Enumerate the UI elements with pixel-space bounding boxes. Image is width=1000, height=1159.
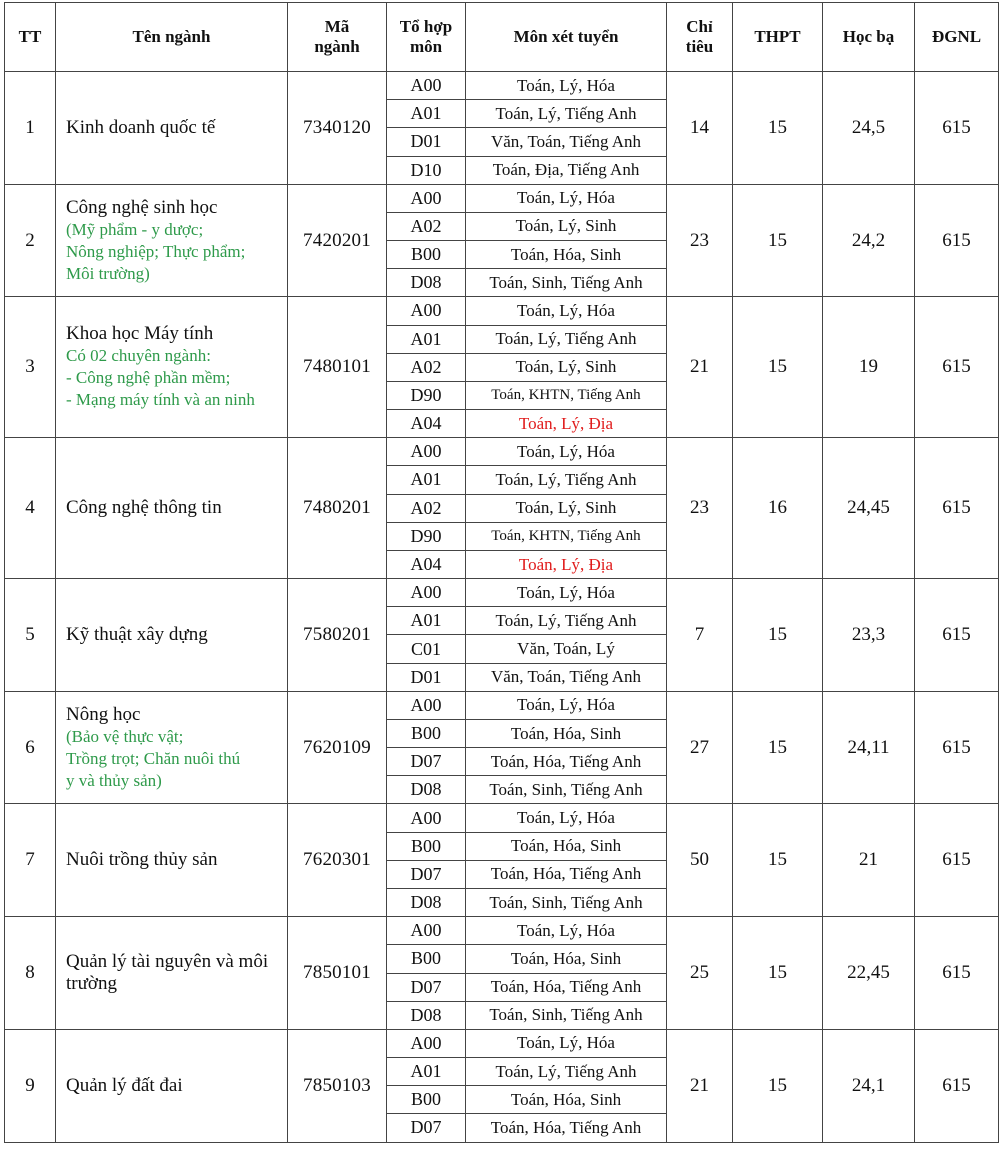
major-name: Quản lý tài nguyên và môi trường — [66, 951, 269, 994]
major-name-cell — [56, 72, 288, 185]
combo-subjects: Toán, Hóa, Sinh — [466, 945, 667, 973]
combo-subjects: Toán, Lý, Tiếng Anh — [466, 100, 667, 128]
header-thpt: THPT — [733, 3, 823, 72]
combo-subjects: Toán, KHTN, Tiếng Anh — [466, 381, 667, 409]
major-name: Kỹ thuật xây dựng — [66, 623, 208, 645]
table-row — [5, 1029, 999, 1057]
header-mon: Môn xét tuyển — [466, 3, 667, 72]
major-name-cell — [56, 804, 288, 917]
score-hocba: 24,2 — [823, 184, 915, 297]
major-note: y và thủy sản) — [66, 770, 162, 790]
header-hocba: Học bạ — [823, 3, 915, 72]
quota: 23 — [667, 184, 733, 297]
major-code: 7420201 — [288, 184, 387, 297]
major-name: Khoa học Máy tính — [66, 323, 214, 345]
score-dgnl: 615 — [915, 438, 999, 579]
score-hocba: 24,5 — [823, 72, 915, 185]
major-name: Kinh doanh quốc tế — [66, 116, 216, 138]
score-hocba: 24,45 — [823, 438, 915, 579]
combo-subjects: Toán, Lý, Hóa — [466, 804, 667, 832]
row-index: 5 — [5, 579, 56, 692]
major-code: 7850103 — [288, 1029, 387, 1142]
combo-subjects: Toán, Lý, Hóa — [466, 438, 667, 466]
table-body — [5, 72, 999, 1143]
header-dgnl: ĐGNL — [915, 3, 999, 72]
major-note: Trồng trọt; Chăn nuôi thú — [66, 748, 241, 768]
major-note: (Mỹ phẩm - y dược; — [66, 219, 204, 239]
combo-code: A01 — [387, 1058, 466, 1086]
score-dgnl: 615 — [915, 184, 999, 297]
combo-code: A01 — [387, 325, 466, 353]
combo-code: C01 — [387, 635, 466, 663]
combo-subjects: Toán, Lý, Tiếng Anh — [466, 325, 667, 353]
combo-subjects: Toán, Lý, Sinh — [466, 212, 667, 240]
combo-code: D08 — [387, 776, 466, 804]
score-hocba: 21 — [823, 804, 915, 917]
table-row — [5, 184, 999, 212]
major-name-cell — [56, 297, 288, 438]
combo-code: D08 — [387, 888, 466, 916]
combo-subjects: Toán, Lý, Hóa — [466, 917, 667, 945]
major-code: 7340120 — [288, 72, 387, 185]
score-thpt: 15 — [733, 691, 823, 804]
header-chitieu: Chỉ tiêu — [667, 3, 733, 72]
combo-code: A01 — [387, 466, 466, 494]
combo-subjects: Toán, Hóa, Sinh — [466, 1086, 667, 1114]
score-thpt: 15 — [733, 184, 823, 297]
score-hocba: 19 — [823, 297, 915, 438]
combo-code: A00 — [387, 297, 466, 325]
major-name: Quản lý đất đai — [66, 1074, 183, 1096]
combo-code: D90 — [387, 522, 466, 550]
quota: 14 — [667, 72, 733, 185]
score-thpt: 15 — [733, 72, 823, 185]
combo-code: A00 — [387, 438, 466, 466]
combo-subjects: Văn, Toán, Tiếng Anh — [466, 663, 667, 691]
combo-code: D08 — [387, 1001, 466, 1029]
score-dgnl: 615 — [915, 917, 999, 1030]
combo-code: A00 — [387, 1029, 466, 1057]
combo-code: A04 — [387, 410, 466, 438]
combo-code: D07 — [387, 748, 466, 776]
major-note: Nông nghiệp; Thực phẩm; — [66, 241, 246, 261]
score-dgnl: 615 — [915, 579, 999, 692]
combo-subjects: Toán, Sinh, Tiếng Anh — [466, 1001, 667, 1029]
combo-code: A02 — [387, 494, 466, 522]
row-index: 3 — [5, 297, 56, 438]
major-name-cell — [56, 184, 288, 297]
combo-code: B00 — [387, 241, 466, 269]
quota: 7 — [667, 579, 733, 692]
major-code: 7620109 — [288, 691, 387, 804]
combo-code: A02 — [387, 212, 466, 240]
combo-subjects: Toán, Lý, Địa — [466, 410, 667, 438]
score-dgnl: 615 — [915, 1029, 999, 1142]
row-index: 7 — [5, 804, 56, 917]
table-row — [5, 579, 999, 607]
combo-code: D01 — [387, 663, 466, 691]
combo-subjects: Toán, Địa, Tiếng Anh — [466, 156, 667, 184]
table-row — [5, 804, 999, 832]
header-row — [5, 3, 999, 72]
combo-code: D07 — [387, 973, 466, 1001]
quota: 21 — [667, 1029, 733, 1142]
combo-code: B00 — [387, 719, 466, 747]
header-tohop: Tổ hợp môn — [387, 3, 466, 72]
score-thpt: 15 — [733, 804, 823, 917]
quota: 50 — [667, 804, 733, 917]
major-name-cell — [56, 917, 288, 1030]
table-row — [5, 297, 999, 325]
quota: 25 — [667, 917, 733, 1030]
combo-subjects: Toán, Lý, Sinh — [466, 494, 667, 522]
score-thpt: 15 — [733, 297, 823, 438]
combo-subjects: Toán, Lý, Địa — [466, 550, 667, 578]
combo-subjects: Toán, Lý, Sinh — [466, 353, 667, 381]
combo-subjects: Toán, Lý, Hóa — [466, 691, 667, 719]
row-index: 2 — [5, 184, 56, 297]
combo-subjects: Văn, Toán, Lý — [466, 635, 667, 663]
combo-subjects: Toán, Lý, Tiếng Anh — [466, 466, 667, 494]
combo-subjects: Toán, Hóa, Sinh — [466, 719, 667, 747]
combo-subjects: Toán, Lý, Hóa — [466, 184, 667, 212]
row-index: 6 — [5, 691, 56, 804]
major-code: 7850101 — [288, 917, 387, 1030]
table-row — [5, 438, 999, 466]
major-note: Có 02 chuyên ngành: — [66, 346, 211, 366]
score-dgnl: 615 — [915, 804, 999, 917]
combo-code: D01 — [387, 128, 466, 156]
score-thpt: 15 — [733, 579, 823, 692]
admission-table — [4, 2, 999, 1143]
score-dgnl: 615 — [915, 297, 999, 438]
row-index: 8 — [5, 917, 56, 1030]
major-code: 7620301 — [288, 804, 387, 917]
score-thpt: 15 — [733, 1029, 823, 1142]
major-name: Công nghệ thông tin — [66, 497, 222, 519]
table-row — [5, 691, 999, 719]
combo-code: A00 — [387, 917, 466, 945]
combo-code: A01 — [387, 100, 466, 128]
combo-code: D07 — [387, 860, 466, 888]
major-code: 7480101 — [288, 297, 387, 438]
combo-code: A00 — [387, 72, 466, 100]
combo-subjects: Toán, Lý, Hóa — [466, 72, 667, 100]
combo-subjects: Toán, KHTN, Tiếng Anh — [466, 522, 667, 550]
major-note: - Công nghệ phần mềm; — [66, 368, 231, 388]
row-index: 1 — [5, 72, 56, 185]
combo-subjects: Văn, Toán, Tiếng Anh — [466, 128, 667, 156]
major-name-cell — [56, 579, 288, 692]
combo-code: B00 — [387, 1086, 466, 1114]
combo-subjects: Toán, Lý, Hóa — [466, 1029, 667, 1057]
combo-code: A02 — [387, 353, 466, 381]
score-thpt: 16 — [733, 438, 823, 579]
header-name: Tên ngành — [56, 3, 288, 72]
score-hocba: 24,1 — [823, 1029, 915, 1142]
combo-subjects: Toán, Lý, Tiếng Anh — [466, 607, 667, 635]
quota: 23 — [667, 438, 733, 579]
major-name-cell — [56, 438, 288, 579]
combo-code: D08 — [387, 269, 466, 297]
combo-code: A00 — [387, 804, 466, 832]
score-hocba: 23,3 — [823, 579, 915, 692]
combo-subjects: Toán, Hóa, Sinh — [466, 241, 667, 269]
major-code: 7480201 — [288, 438, 387, 579]
score-hocba: 22,45 — [823, 917, 915, 1030]
major-note: (Bảo vệ thực vật; — [66, 726, 184, 746]
major-name: Nông học — [66, 703, 141, 725]
combo-code: D10 — [387, 156, 466, 184]
combo-code: B00 — [387, 832, 466, 860]
quota: 21 — [667, 297, 733, 438]
combo-subjects: Toán, Sinh, Tiếng Anh — [466, 269, 667, 297]
combo-subjects: Toán, Lý, Tiếng Anh — [466, 1058, 667, 1086]
table-row — [5, 917, 999, 945]
combo-code: D90 — [387, 381, 466, 409]
combo-subjects: Toán, Sinh, Tiếng Anh — [466, 888, 667, 916]
combo-code: D07 — [387, 1114, 466, 1142]
score-thpt: 15 — [733, 917, 823, 1030]
header-code: Mã ngành — [288, 3, 387, 72]
major-name: Công nghệ sinh học — [66, 196, 218, 218]
combo-subjects: Toán, Sinh, Tiếng Anh — [466, 776, 667, 804]
combo-subjects: Toán, Lý, Hóa — [466, 297, 667, 325]
table-row — [5, 72, 999, 100]
combo-code: A00 — [387, 184, 466, 212]
major-note: Môi trường) — [66, 263, 150, 283]
combo-subjects: Toán, Hóa, Sinh — [466, 832, 667, 860]
row-index: 4 — [5, 438, 56, 579]
combo-subjects: Toán, Hóa, Tiếng Anh — [466, 860, 667, 888]
major-name: Nuôi trồng thủy sản — [66, 849, 218, 871]
combo-code: A00 — [387, 579, 466, 607]
major-note: - Mạng máy tính và an ninh — [66, 390, 255, 410]
major-code: 7580201 — [288, 579, 387, 692]
score-hocba: 24,11 — [823, 691, 915, 804]
major-name-cell — [56, 1029, 288, 1142]
major-name-cell — [56, 691, 288, 804]
combo-subjects: Toán, Lý, Hóa — [466, 579, 667, 607]
combo-code: A04 — [387, 550, 466, 578]
combo-code: A00 — [387, 691, 466, 719]
score-dgnl: 615 — [915, 691, 999, 804]
combo-code: B00 — [387, 945, 466, 973]
combo-subjects: Toán, Hóa, Tiếng Anh — [466, 1114, 667, 1142]
combo-subjects: Toán, Hóa, Tiếng Anh — [466, 748, 667, 776]
quota: 27 — [667, 691, 733, 804]
combo-subjects: Toán, Hóa, Tiếng Anh — [466, 973, 667, 1001]
combo-code: A01 — [387, 607, 466, 635]
row-index: 9 — [5, 1029, 56, 1142]
score-dgnl: 615 — [915, 72, 999, 185]
header-tt: TT — [5, 3, 56, 72]
